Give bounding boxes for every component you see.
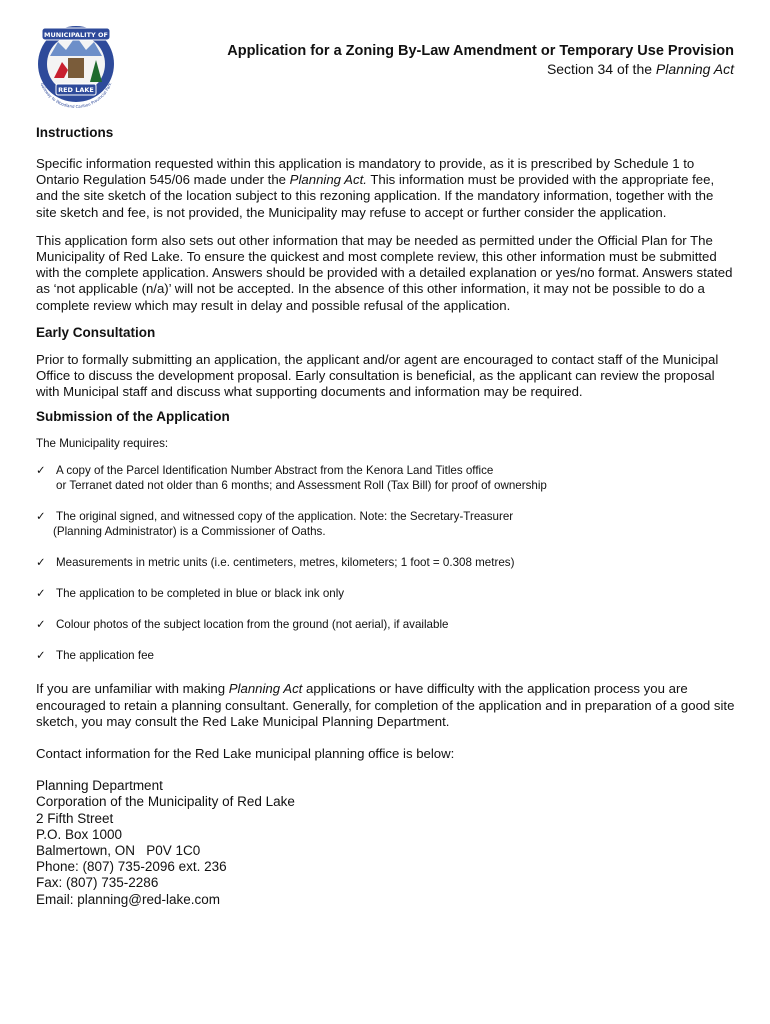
- closing-paragraph-2: Contact information for the Red Lake municipal planning office is below:: [36, 746, 455, 762]
- checkmark-icon: ✓: [36, 556, 46, 570]
- instructions-paragraph-1: [36, 156, 736, 221]
- requirements-list: [36, 463, 736, 663]
- subtitle-prefix: Section 34 of the: [546, 61, 656, 77]
- list-item-line1: Colour photos of the subject location from the ground (not aerial), if available: [56, 618, 449, 632]
- consultation-paragraph: Prior to formally submitting an application, the applicant and/or agent are encouraged to contact staff of the Municipal Office to discuss the development proposal. Early consultation is beneficial, as the applicant can review the proposal with Municipal staff and discuss what supporting documents and information may be required.: [36, 351, 719, 400]
- document-title: Application for a Zoning By-Law Amendment or Temporary Use Provision: [227, 43, 734, 59]
- list-item: [36, 617, 736, 632]
- contact-line: Balmertown, ON P0V 1C0: [36, 843, 201, 859]
- list-item: [36, 509, 736, 539]
- closing-p1-text-a: If you are unfamiliar with making: [36, 681, 229, 697]
- contact-line: Planning Department: [36, 778, 163, 794]
- contact-line: Corporation of the Municipality of Red Lake: [36, 794, 295, 810]
- seal-ring-bottom-text: Gateway to Woodland Caribou Provincial Park: [39, 81, 113, 110]
- list-item-line1: Measurements in metric units (i.e. centimeters, metres, kilometers; 1 foot = 0.308 metres): [56, 556, 515, 570]
- contact-line: P.O. Box 1000: [36, 826, 123, 842]
- list-item: [36, 555, 736, 570]
- seal-top-text: MUNICIPALITY OF: [44, 31, 108, 39]
- list-item-line1: The application fee: [56, 649, 154, 663]
- contact-line: Phone: (807) 735-2096 ext. 236: [36, 859, 227, 875]
- instructions-paragraph-2: This application form also sets out other information that may be needed as permitted under the Official Plan for The Municipality of Red Lake. To ensure the quickest and most complete review, this other information must be submitted with the complete application. Answers should be provided with a detailed explanation or yes/no format. Answers stated as ‘not applicable (n/a)’ will not be accepted. In the absence of this other information, it may not be possible to do a complete review which may result in delay and possible refusal of the application.: [36, 232, 733, 313]
- document-body: [36, 124, 736, 908]
- seal-building-icon: [68, 58, 84, 78]
- list-item: [36, 463, 736, 493]
- seal-banner-text: RED LAKE: [58, 86, 94, 94]
- list-item-line2: (Planning Administrator) is a Commissioner of Oaths.: [53, 525, 326, 539]
- municipality-seal-logo: [28, 20, 124, 110]
- list-item: [36, 586, 736, 601]
- checkmark-icon: ✓: [36, 618, 46, 632]
- instructions-p1-text-a: Specific information requested within this application is mandatory to provide, as it is prescribed by Schedule 1 to Ontario Regulation 545/06 made under the: [36, 156, 695, 188]
- closing-p1-italic: Planning Act: [228, 681, 303, 697]
- submission-heading: Submission of the Application: [36, 409, 230, 425]
- checkmark-icon: ✓: [36, 464, 46, 478]
- instructions-p1-italic: Planning Act.: [289, 172, 367, 188]
- closing-p1-text-b: applications or have difficulty with the application process you are encouraged to retain a planning consultant. Generally, for completion of the application and in preparation of a good site sketch, you may consult the Red Lake Municipal Planning Department.: [36, 681, 735, 729]
- instructions-p1-text-b: This information must be provided with the appropriate fee, and the site sketch of the location subject to this rezoning application. If the mandatory information, together with the site sketch and fee, is not provided, the Municipality may refuse to accept or further consider the application.: [36, 172, 715, 220]
- contact-line: Fax: (807) 735-2286: [36, 875, 159, 891]
- list-item: [36, 648, 736, 663]
- document-subtitle: [227, 60, 734, 78]
- checkmark-icon: ✓: [36, 510, 46, 524]
- checkmark-icon: ✓: [36, 649, 46, 663]
- subtitle-italic: Planning Act: [655, 61, 734, 77]
- checkmark-icon: ✓: [36, 587, 46, 601]
- contact-block: [36, 778, 736, 908]
- closing-paragraph-1: [36, 681, 736, 730]
- list-item-line1: A copy of the Parcel Identification Number Abstract from the Kenora Land Titles office: [56, 464, 494, 478]
- list-item-line1: The original signed, and witnessed copy of the application. Note: the Secretary-Treasurer: [56, 510, 514, 524]
- consultation-heading: Early Consultation: [36, 324, 156, 340]
- list-item-line1: The application to be completed in blue or black ink only: [56, 587, 345, 601]
- document-header: [227, 42, 734, 78]
- submission-intro: The Municipality requires:: [36, 437, 169, 451]
- list-item-line2: or Terranet dated not older than 6 months; and Assessment Roll (Tax Bill) for proof of ownership: [56, 479, 547, 493]
- contact-line: 2 Fifth Street: [36, 810, 114, 826]
- contact-email[interactable]: Email: planning@red-lake.com: [36, 891, 221, 907]
- instructions-heading: Instructions: [36, 125, 114, 140]
